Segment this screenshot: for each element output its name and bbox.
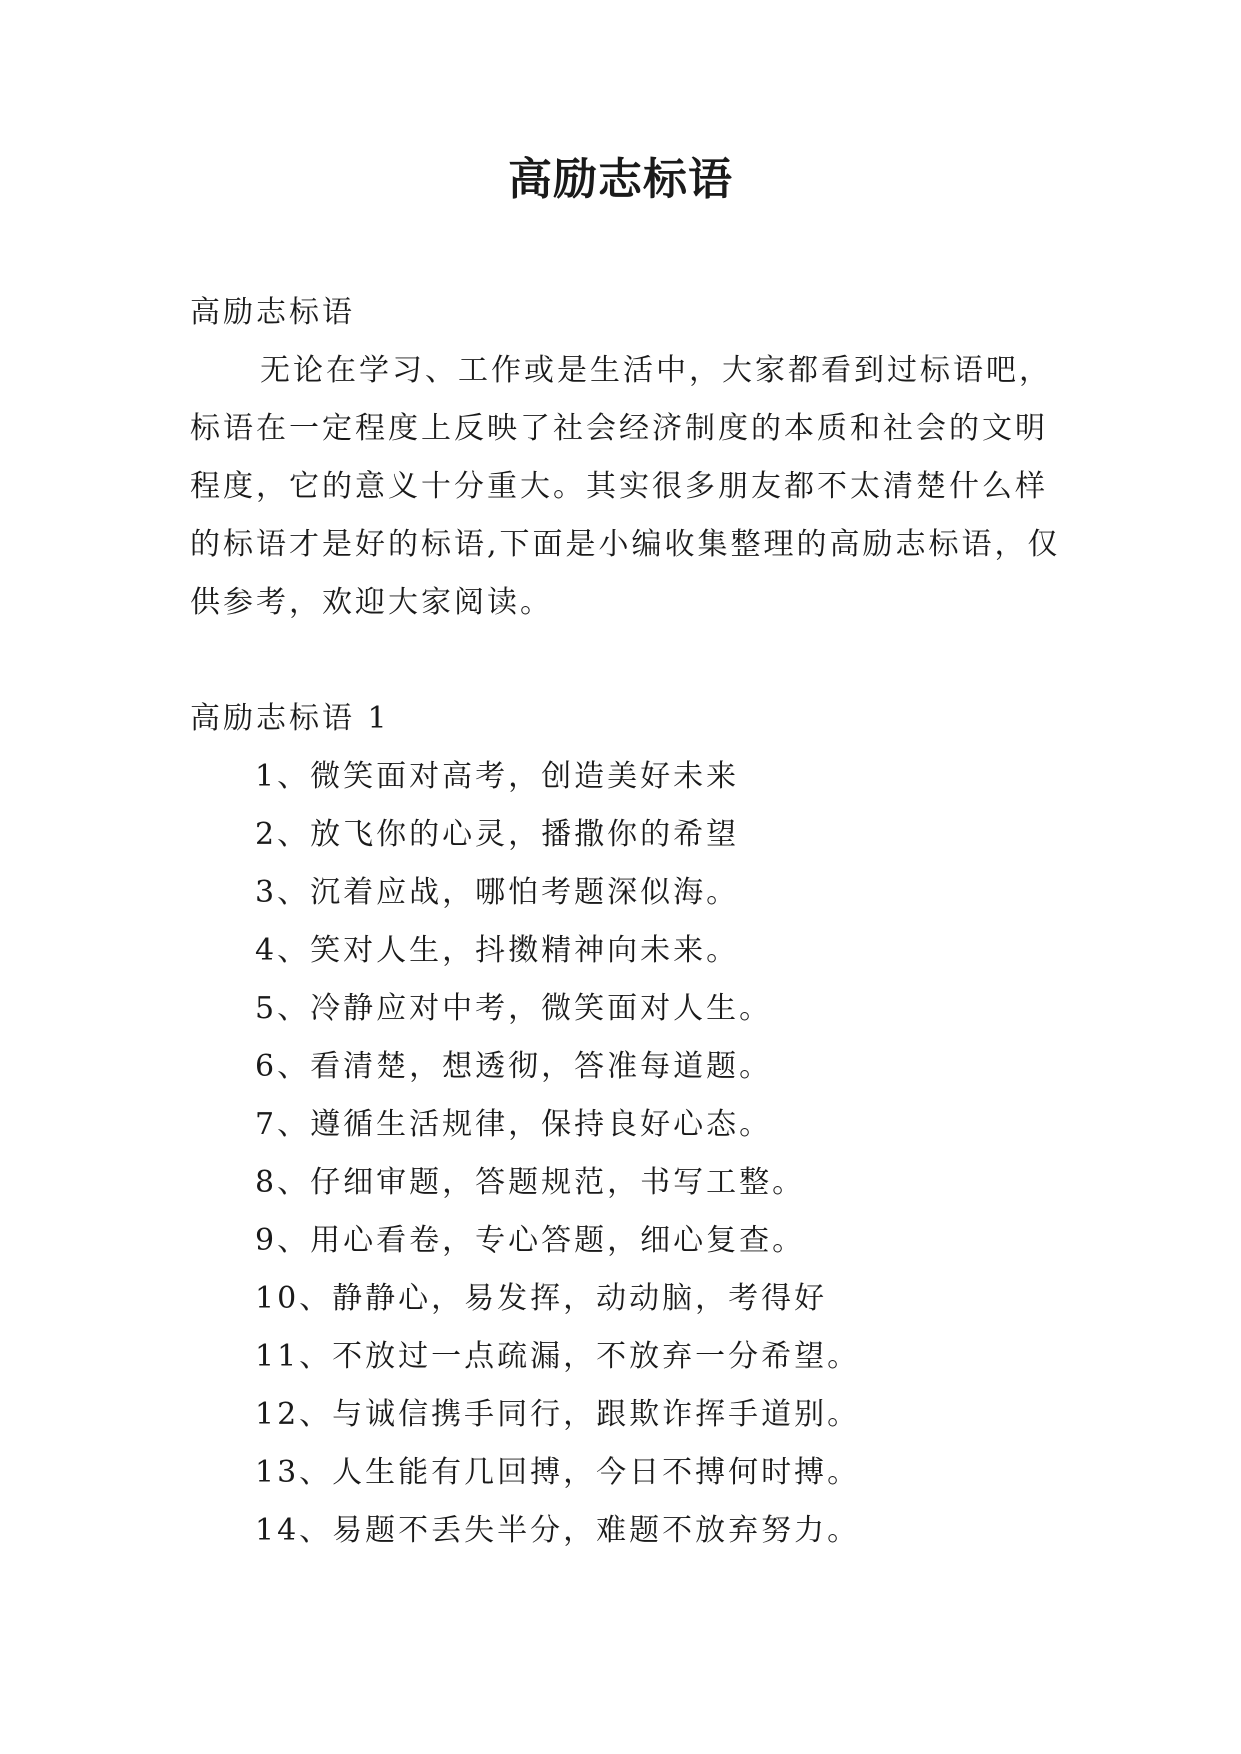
list-item: 4、笑对人生，抖擞精神向未来。 [255, 933, 740, 968]
document-title: 高励志标语 [508, 154, 733, 205]
list-item: 6、看清楚，想透彻，答准每道题。 [255, 1049, 773, 1084]
intro-paragraph: 无论在学习、工作或是生活中，大家都看到过标语吧，标语在一定程度上反映了社会经济制度的本质和社会的文明程度，它的意义十分重大。其实很多朋友都不太清楚什么样的标语才是好的标语,下面是小编收集整理的高励志标语，仅供参考，欢迎大家阅读。 [190, 353, 1061, 620]
list-item: 1、微笑面对高考，创造美好未来 [255, 759, 740, 794]
list-item: 2、放飞你的心灵，播撒你的希望 [255, 817, 740, 852]
list-item: 10、静静心，易发挥，动动脑，考得好 [255, 1281, 828, 1316]
list-item: 14、易题不丢失半分，难题不放弃努力。 [255, 1513, 861, 1548]
section-heading: 高励志标语 1 [190, 701, 390, 736]
spacer [190, 632, 1070, 690]
list-item: 5、冷静应对中考，微笑面对人生。 [255, 991, 773, 1026]
list-item: 7、遵循生活规律，保持良好心态。 [255, 1107, 773, 1142]
document-body [190, 284, 1070, 1560]
document-subtitle: 高励志标语 [190, 295, 355, 330]
list-item: 9、用心看卷，专心答题，细心复查。 [255, 1223, 806, 1258]
list-item: 13、人生能有几回搏，今日不搏何时搏。 [255, 1455, 861, 1490]
list-item: 3、沉着应战，哪怕考题深似海。 [255, 875, 740, 910]
slogan-list [190, 748, 1070, 1560]
list-item: 11、不放过一点疏漏，不放弃一分希望。 [255, 1339, 861, 1374]
list-item: 12、与诚信携手同行，跟欺诈挥手道别。 [255, 1397, 861, 1432]
list-item: 8、仔细审题，答题规范，书写工整。 [255, 1165, 806, 1200]
